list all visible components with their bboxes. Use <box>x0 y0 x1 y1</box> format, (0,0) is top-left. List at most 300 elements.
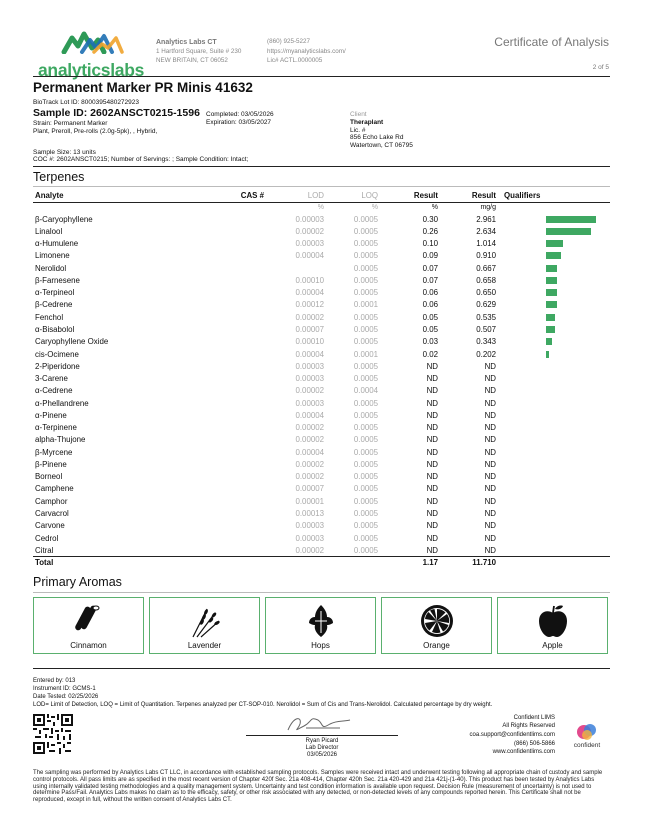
terpene-row <box>33 238 610 250</box>
result-mg: 0.507 <box>476 325 496 335</box>
qualifier-cell <box>498 262 610 274</box>
terpene-row <box>33 507 610 519</box>
info-divider <box>33 166 610 167</box>
terpenes-header-row <box>33 190 610 202</box>
terpene-row <box>33 213 610 225</box>
lod-value: 0.00004 <box>295 251 324 261</box>
lod-value: 0.00010 <box>295 275 324 285</box>
qualifier-cell <box>498 471 610 483</box>
aromas-section-title: Primary Aromas <box>33 575 122 589</box>
qualifier-cell <box>498 446 610 458</box>
lab-logo-mark <box>38 30 146 54</box>
lod-value: 0.00007 <box>295 484 324 494</box>
result-pct: 0.10 <box>422 239 438 249</box>
method-note: LOD= Limit of Detection, LOQ = Limit of Quantitation. Terpenes analyzed per CT-SOP-010. Nerolidol = Sum of Cis and Trans-Nerolidol. Calculated percentage by dry weight. <box>33 702 493 708</box>
analyte-name: Caryophyllene Oxide <box>35 337 109 347</box>
cas-number <box>208 520 266 532</box>
concentration-bar <box>546 252 561 259</box>
cas-number <box>208 274 266 286</box>
terpene-row <box>33 483 610 495</box>
lab-address1: 1 Hartford Square, Suite # 230 <box>156 48 242 55</box>
analyte-name: α-Terpinene <box>35 423 77 433</box>
confident-url[interactable]: www.confidentlims.com <box>492 749 555 755</box>
result-mg: ND <box>484 509 496 518</box>
result-mg: ND <box>484 361 496 371</box>
lod-value: 0.00004 <box>295 410 324 420</box>
analyte-name: Cedrol <box>35 533 59 543</box>
cas-number <box>208 348 266 360</box>
lod-value: 0.00003 <box>295 521 324 531</box>
terpene-row <box>33 397 610 409</box>
qualifier-cell <box>498 532 610 544</box>
loq-value: 0.0005 <box>353 423 378 433</box>
concentration-bar <box>546 326 555 333</box>
confident-logo <box>564 722 610 752</box>
cas-number <box>208 360 266 372</box>
loq-value: 0.0005 <box>353 214 378 224</box>
terpene-row <box>33 458 610 470</box>
header-divider <box>33 76 610 77</box>
aroma-card-cinnamon <box>33 597 144 654</box>
terpene-row <box>33 348 610 360</box>
instrument-id: Instrument ID: GCMS-1 <box>33 686 96 692</box>
terpene-row <box>33 274 610 286</box>
column-header-loq: LOQ <box>326 190 380 202</box>
loq-value: 0.0005 <box>353 435 378 445</box>
concentration-bar <box>546 228 591 235</box>
result-pct: ND <box>426 435 438 445</box>
lod-value: 0.00002 <box>295 423 324 433</box>
cas-number <box>208 409 266 421</box>
lod-value: 0.00004 <box>295 447 324 457</box>
expiration-date: Expiration: 03/05/2027 <box>206 119 272 126</box>
terpene-row <box>33 372 610 384</box>
result-mg: 2.634 <box>476 226 496 236</box>
lod-value: 0.00003 <box>295 239 324 249</box>
aroma-card-hops <box>265 597 376 654</box>
analyte-name: α-Cedrene <box>35 386 73 396</box>
loq-value: 0.0005 <box>353 288 378 298</box>
loq-value: 0.0005 <box>353 533 378 543</box>
lod-value: 0.00002 <box>295 472 324 482</box>
loq-value: 0.0005 <box>353 521 378 531</box>
result-mg: 0.535 <box>476 312 496 322</box>
total-pct: 1.17 <box>380 556 440 568</box>
lab-license: Lic# ACTL.0000005 <box>267 57 323 64</box>
result-pct: ND <box>426 521 438 531</box>
terpene-row <box>33 409 610 421</box>
qualifier-cell <box>498 507 610 519</box>
result-pct: ND <box>426 496 438 506</box>
loq-value: 0.0005 <box>353 447 378 457</box>
terpene-row <box>33 434 610 446</box>
cas-number <box>208 483 266 495</box>
analyte-name: Limonene <box>35 251 70 261</box>
result-pct: ND <box>426 533 438 543</box>
result-pct: 0.02 <box>422 349 438 359</box>
result-pct: 0.03 <box>422 337 438 347</box>
client-name: Theraplant <box>350 119 384 126</box>
aroma-label-hops: Hops <box>311 641 330 650</box>
lod-value: 0.00002 <box>295 435 324 445</box>
qualifier-cell <box>498 458 610 470</box>
column-header-result-pct: Result <box>380 190 440 202</box>
result-pct: 0.07 <box>422 263 438 273</box>
lod-value: 0.00002 <box>295 459 324 469</box>
concentration-bar <box>546 277 557 284</box>
result-pct: ND <box>426 398 438 408</box>
result-mg: ND <box>484 423 496 433</box>
analyte-name: α-Bisabolol <box>35 325 75 335</box>
cas-number <box>208 397 266 409</box>
sample-size: Sample Size: 13 units <box>33 149 96 156</box>
terpene-row <box>33 422 610 434</box>
result-mg: 0.910 <box>476 251 496 261</box>
orange-icon <box>419 603 455 639</box>
lod-value: 0.00003 <box>295 374 324 384</box>
cas-number <box>208 458 266 470</box>
qualifier-cell <box>498 225 610 237</box>
result-mg: 1.014 <box>476 239 496 249</box>
lab-logo <box>38 30 146 80</box>
analyte-name: β-Farnesene <box>35 275 80 285</box>
unit-loq: % <box>371 204 378 212</box>
cas-number <box>208 507 266 519</box>
cas-number <box>208 385 266 397</box>
result-mg: 0.343 <box>476 337 496 347</box>
result-mg: ND <box>484 398 496 408</box>
loq-value: 0.0005 <box>353 325 378 335</box>
result-mg: ND <box>484 496 496 506</box>
result-pct: 0.06 <box>422 288 438 298</box>
apple-icon <box>535 603 571 639</box>
terpene-row <box>33 225 610 237</box>
signer-title: Lab Director <box>305 745 339 751</box>
analyte-name: 3-Carene <box>35 374 68 384</box>
lab-url[interactable]: https://myanalyticslabs.com/ <box>267 48 346 55</box>
analyte-name: Linalool <box>35 226 63 236</box>
loq-value: 0.0001 <box>353 300 378 310</box>
loq-value: 0.0005 <box>353 312 378 322</box>
loq-value: 0.0005 <box>353 361 378 371</box>
result-mg: 0.667 <box>476 263 496 273</box>
result-pct: 0.05 <box>422 312 438 322</box>
result-pct: ND <box>426 423 438 433</box>
product-title: Permanent Marker PR Minis 41632 <box>33 80 253 95</box>
lod-value: 0.00002 <box>295 226 324 236</box>
aromas-divider <box>33 668 610 669</box>
client-label: Client <box>350 111 367 118</box>
loq-value: 0.0005 <box>353 545 378 555</box>
qualifier-cell <box>498 520 610 532</box>
terpene-row <box>33 299 610 311</box>
terpenes-table <box>33 190 610 569</box>
signature-line <box>246 735 398 736</box>
result-pct: 0.09 <box>422 251 438 261</box>
confident-logo-mark <box>564 722 610 742</box>
qualifier-cell <box>498 483 610 495</box>
lod-value: 0.00013 <box>295 509 324 518</box>
confident-name: Confident LIMS <box>513 715 555 721</box>
lab-phone: (860) 925-5227 <box>267 38 311 45</box>
cas-number <box>208 372 266 384</box>
lod-value: 0.00003 <box>295 361 324 371</box>
cas-number <box>208 323 266 335</box>
qualifier-cell <box>498 348 610 360</box>
concentration-bar <box>546 301 557 308</box>
qualifier-cell <box>498 495 610 507</box>
lod-value <box>266 262 326 274</box>
cas-number <box>208 225 266 237</box>
aromas-title-divider <box>33 592 610 593</box>
analyte-name: Fenchol <box>35 312 64 322</box>
loq-value: 0.0005 <box>353 251 378 261</box>
lod-value: 0.00002 <box>295 386 324 396</box>
lod-value: 0.00012 <box>295 300 324 310</box>
cas-number <box>208 434 266 446</box>
qualifier-cell <box>498 422 610 434</box>
completed-date: Completed: 03/05/2026 <box>206 111 274 118</box>
result-mg: ND <box>484 447 496 457</box>
signer-name: Ryan Picard <box>305 738 339 744</box>
qr-code[interactable] <box>33 714 73 754</box>
aroma-card-lavender <box>149 597 260 654</box>
concentration-bar <box>546 265 557 272</box>
result-pct: ND <box>426 447 438 457</box>
analyte-name: Carvacrol <box>35 509 69 518</box>
unit-qualifiers <box>498 202 610 213</box>
result-mg: ND <box>484 533 496 543</box>
analyte-name: Borneol <box>35 472 63 482</box>
lod-value: 0.00003 <box>295 398 324 408</box>
lod-value: 0.00004 <box>295 288 324 298</box>
result-pct: ND <box>426 509 438 518</box>
cas-number <box>208 299 266 311</box>
terpene-row <box>33 520 610 532</box>
unit-analyte <box>33 202 208 213</box>
result-pct: ND <box>426 459 438 469</box>
loq-value: 0.0005 <box>353 226 378 236</box>
analyte-name: β-Pinene <box>35 459 67 469</box>
concentration-bar <box>546 240 563 247</box>
column-header-result-mg: Result <box>440 190 498 202</box>
confident-logo-text: confident <box>573 742 601 749</box>
cas-number <box>208 532 266 544</box>
analyte-name: β-Myrcene <box>35 447 73 457</box>
confident-rights: All Rights Reserved <box>502 723 555 729</box>
qualifier-cell <box>498 238 610 250</box>
result-mg: ND <box>484 459 496 469</box>
terpene-row <box>33 544 610 556</box>
result-pct: ND <box>426 374 438 384</box>
result-pct: ND <box>426 386 438 396</box>
strain: Strain: Permanent Marker <box>33 120 108 127</box>
terpene-row <box>33 446 610 458</box>
result-pct: 0.06 <box>422 300 438 310</box>
analyte-name: α-Pinene <box>35 410 67 420</box>
result-mg: ND <box>484 472 496 482</box>
column-header-lod: LOD <box>266 190 326 202</box>
lab-address2: NEW BRITAIN, CT 06052 <box>156 57 228 64</box>
aroma-label-cinnamon: Cinnamon <box>70 641 107 650</box>
sample-id: Sample ID: 2602ANSCT0215-1596 <box>33 107 200 119</box>
analyte-name: 2-Piperidone <box>35 361 80 371</box>
qualifier-cell <box>498 323 610 335</box>
result-pct: ND <box>426 361 438 371</box>
qualifier-cell <box>498 409 610 421</box>
units-row <box>33 202 610 213</box>
product-type: Plant, Preroll, Pre-rolls (2.0g-5pk), , Hybrid, <box>33 128 158 135</box>
lod-value: 0.00002 <box>295 545 324 555</box>
loq-value: 0.0005 <box>353 263 378 273</box>
loq-value: 0.0005 <box>353 337 378 347</box>
cas-number <box>208 262 266 274</box>
result-pct: 0.26 <box>422 226 438 236</box>
loq-value: 0.0005 <box>353 484 378 494</box>
result-mg: 0.629 <box>476 300 496 310</box>
concentration-bar <box>546 314 555 321</box>
total-row <box>33 556 610 568</box>
terpenes-section-title: Terpenes <box>33 170 85 184</box>
unit-result-mg: mg/g <box>480 204 496 212</box>
qualifier-cell <box>498 274 610 286</box>
loq-value: 0.0005 <box>353 374 378 384</box>
terpene-row <box>33 532 610 544</box>
confident-email[interactable]: coa.support@confidentlims.com <box>469 732 555 738</box>
qualifier-cell <box>498 213 610 225</box>
terpene-row <box>33 311 610 323</box>
loq-value: 0.0005 <box>353 459 378 469</box>
loq-value: 0.0005 <box>353 472 378 482</box>
document-title: Certificate of Analysis <box>494 35 609 49</box>
client-address1: 856 Echo Lake Rd <box>350 134 404 141</box>
lod-value: 0.00004 <box>295 349 324 359</box>
cas-number <box>208 544 266 556</box>
analyte-name: α-Terpineol <box>35 288 75 298</box>
loq-value: 0.0005 <box>353 398 378 408</box>
cinnamon-icon <box>71 603 107 639</box>
result-mg: ND <box>484 435 496 445</box>
client-license: Lic. # <box>350 127 366 134</box>
lab-logo-text: analyticslabs <box>38 60 145 80</box>
qualifier-cell <box>498 397 610 409</box>
result-pct: ND <box>426 484 438 494</box>
aroma-label-apple: Apple <box>542 641 563 650</box>
result-mg: ND <box>484 521 496 531</box>
terpene-row <box>33 287 610 299</box>
cas-number <box>208 422 266 434</box>
analyte-name: α-Phellandrene <box>35 398 89 408</box>
terpene-row <box>33 262 610 274</box>
result-mg: 2.961 <box>476 214 496 224</box>
analyte-name: Camphor <box>35 496 68 506</box>
analyte-name: Camphene <box>35 484 74 494</box>
cas-number <box>208 471 266 483</box>
biotrack-lot-id: BioTrack Lot ID: 8000395480272923 <box>33 99 140 106</box>
result-mg: ND <box>484 484 496 494</box>
cas-number <box>208 213 266 225</box>
page-number: 2 of 5 <box>592 64 609 71</box>
cas-number <box>208 250 266 262</box>
cas-number <box>208 238 266 250</box>
result-mg: ND <box>484 386 496 396</box>
cas-number <box>208 446 266 458</box>
qualifier-cell <box>498 336 610 348</box>
aroma-card-apple <box>497 597 608 654</box>
qualifier-cell <box>498 250 610 262</box>
concentration-bar <box>546 351 549 358</box>
concentration-bar <box>546 289 557 296</box>
lavender-icon <box>187 603 223 639</box>
lod-value: 0.00007 <box>295 325 324 335</box>
loq-value: 0.0001 <box>353 349 378 359</box>
analyte-name: β-Caryophyllene <box>35 214 93 224</box>
terpene-row <box>33 385 610 397</box>
client-address2: Watertown, CT 06795 <box>350 142 413 149</box>
loq-value: 0.0005 <box>353 509 378 518</box>
result-pct: 0.05 <box>422 325 438 335</box>
result-pct: 0.07 <box>422 275 438 285</box>
cas-number <box>208 336 266 348</box>
lab-name: Analytics Labs CT <box>156 39 217 46</box>
result-pct: ND <box>426 410 438 420</box>
lod-value: 0.00003 <box>295 214 324 224</box>
result-pct: 0.30 <box>422 214 438 224</box>
cas-number <box>208 311 266 323</box>
cas-number <box>208 495 266 507</box>
lod-value: 0.00003 <box>295 533 324 543</box>
result-mg: ND <box>484 545 496 555</box>
unit-lod: % <box>317 204 324 212</box>
unit-cas <box>208 202 266 213</box>
analyte-name: β-Cedrene <box>35 300 73 310</box>
column-header-analyte: Analyte <box>33 190 208 202</box>
terpene-row <box>33 495 610 507</box>
loq-value: 0.0005 <box>353 496 378 506</box>
qualifier-cell <box>498 360 610 372</box>
lod-value: 0.00001 <box>295 496 324 506</box>
aroma-card-orange <box>381 597 492 654</box>
signature <box>280 712 370 736</box>
lod-value: 0.00010 <box>295 337 324 347</box>
loq-value: 0.0005 <box>353 239 378 249</box>
total-label: Total <box>33 556 208 568</box>
terpene-row <box>33 360 610 372</box>
disclaimer: The sampling was performed by Analytics Labs CT LLC, in accordance with established sampling protocols. Samples were received intact and underwent testing following all appropriate chain of custody and sample control protocols. All pass limits are as specified in the most recent version of Chapter 420f Sec. 21a 408-414, Chapter 420h Sec. 21a 420-429 and 21a 421j-(1-40). This product has been tested by Analytics Labs using internally validated testing methodologies and a quality management system. Uncertainty and test condition information is available upon request. Decision Rule (measurement of uncertainty) is not used to determine Pass/Fail. Analytics Labs makes no claim as to the efficacy, safety, or other risk associated with any detected, or non-detected levels of any compounds reported herein. This Certificate shall not be reproduced, except in full, without the written consent of Analytics Labs CT. <box>33 770 603 804</box>
qualifier-cell <box>498 287 610 299</box>
analyte-name: cis-Ocimene <box>35 349 79 359</box>
loq-value: 0.0005 <box>353 275 378 285</box>
unit-result-pct: % <box>431 204 438 212</box>
qualifier-cell <box>498 311 610 323</box>
result-mg: ND <box>484 374 496 384</box>
loq-value: 0.0005 <box>353 410 378 420</box>
lod-value: 0.00002 <box>295 312 324 322</box>
qualifier-cell <box>498 372 610 384</box>
terpene-row <box>33 336 610 348</box>
terpene-row <box>33 323 610 335</box>
result-pct: ND <box>426 545 438 555</box>
qualifier-cell <box>498 434 610 446</box>
confident-phone: (866) 506-5866 <box>513 741 555 747</box>
result-mg: 0.202 <box>476 349 496 359</box>
date-tested: Date Tested: 02/25/2026 <box>33 694 99 700</box>
total-mg: 11.710 <box>440 556 498 568</box>
analyte-name: alpha-Thujone <box>35 435 86 445</box>
aroma-label-lavender: Lavender <box>187 641 222 650</box>
terpene-row <box>33 250 610 262</box>
analyte-name: Citral <box>35 545 54 555</box>
